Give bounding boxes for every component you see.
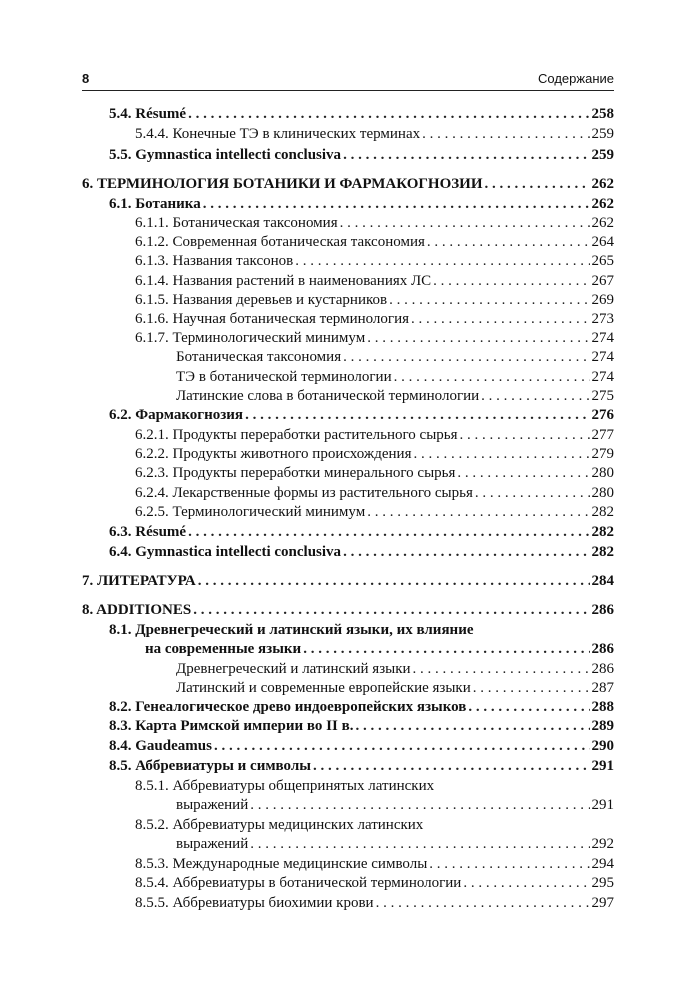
toc-entry[interactable]: 6.1.4. Названия растений в наименованиях ЛС . . . 267: [135, 271, 614, 291]
toc-entry[interactable]: 6.1. Ботаника . . . 262: [109, 194, 614, 214]
toc-entry[interactable]: 8.4. Gaudeamus . . . 290: [109, 736, 614, 756]
toc-entry[interactable]: 6.2. Фармакогнозия . . . 276: [109, 405, 614, 425]
toc-entry[interactable]: 6.2.5. Терминологический минимум . . . 282: [135, 502, 614, 522]
toc-entry[interactable]: выражений . . . 291: [176, 795, 614, 815]
toc-entry[interactable]: 5.5. Gymnastica intellecti conclusiva . . . 259: [109, 145, 614, 165]
toc-entry[interactable]: 6.2.2. Продукты животного происхождения . . . 279: [135, 444, 614, 464]
toc-entry[interactable]: на современные языки . . . 286: [145, 639, 614, 659]
toc-entry-line[interactable]: 8.5.2. Аббревиатуры медицинских латинских: [135, 817, 424, 833]
toc-entry[interactable]: 6.4. Gymnastica intellecti conclusiva . . . 282: [109, 542, 614, 562]
toc-entry[interactable]: Латинский и современные европейские языки . . . 287: [176, 678, 614, 698]
toc-entry[interactable]: 6.1.2. Современная ботаническая таксономия . . . 264: [135, 232, 614, 252]
toc-entry[interactable]: 6.3. Résumé . . . 282: [109, 522, 614, 542]
toc-entry[interactable]: 8.5.4. Аббревиатуры в ботанической терминологии . . . 295: [135, 873, 614, 893]
section-title: Содержание: [538, 71, 614, 86]
toc-entry[interactable]: 6.2.4. Лекарственные формы из растительного сырья . . . 280: [135, 483, 614, 503]
toc-entry-line[interactable]: 8.1. Древнегреческий и латинский языки, их влияние: [109, 622, 474, 638]
toc-entry[interactable]: Древнегреческий и латинский языки . . . 286: [176, 659, 614, 679]
toc-entry[interactable]: 6.1.1. Ботаническая таксономия . . . 262: [135, 213, 614, 233]
toc-entry[interactable]: 6.1.3. Названия таксонов . . . 265: [135, 251, 614, 271]
toc-entry[interactable]: 5.4. Résumé . . . 258: [109, 104, 614, 124]
toc-entry[interactable]: ТЭ в ботанической терминологии . . . 274: [176, 367, 614, 387]
toc-entry[interactable]: 6.2.3. Продукты переработки минерального сырья . . . 280: [135, 463, 614, 483]
toc-entry[interactable]: 6.1.5. Названия деревьев и кустарников . . . 269: [135, 290, 614, 310]
toc-chapter[interactable]: 8. ADDITIONES . . . 286: [82, 600, 614, 620]
page-number: 8: [82, 71, 90, 86]
toc-entry[interactable]: 8.5. Аббревиатуры и символы . . . 291: [109, 756, 614, 776]
toc-entry[interactable]: 5.4.4. Конечные ТЭ в клинических терминах . . . 259: [135, 124, 614, 144]
toc-chapter[interactable]: 6. ТЕРМИНОЛОГИЯ БОТАНИКИ И ФАРМАКОГНОЗИИ . . . 262: [82, 174, 614, 194]
toc-chapter[interactable]: 7. ЛИТЕРАТУРА . . . 284: [82, 571, 614, 591]
toc-entry-line[interactable]: 8.5.1. Аббревиатуры общепринятых латинских: [135, 778, 435, 794]
toc-entry[interactable]: 6.2.1. Продукты переработки растительного сырья . . . 277: [135, 425, 614, 445]
toc-entry[interactable]: 6.1.7. Терминологический минимум . . . 274: [135, 328, 614, 348]
toc-entry[interactable]: Латинские слова в ботанической терминологии . . . 275: [176, 386, 614, 406]
toc-entry[interactable]: 8.3. Карта Римской империи во II в. . . . 289: [109, 716, 614, 736]
toc-entry[interactable]: 6.1.6. Научная ботаническая терминология . . . 273: [135, 309, 614, 329]
toc-entry[interactable]: 8.5.3. Международные медицинские символы . . . 294: [135, 854, 614, 874]
toc-entry[interactable]: Ботаническая таксономия . . . 274: [176, 347, 614, 367]
toc-entry[interactable]: 8.5.5. Аббревиатуры биохимии крови . . . 297: [135, 893, 614, 913]
toc-entry[interactable]: 8.2. Генеалогическое древо индоевропейских языков . . . 288: [109, 697, 614, 717]
toc-entry[interactable]: выражений . . . 292: [176, 834, 614, 854]
